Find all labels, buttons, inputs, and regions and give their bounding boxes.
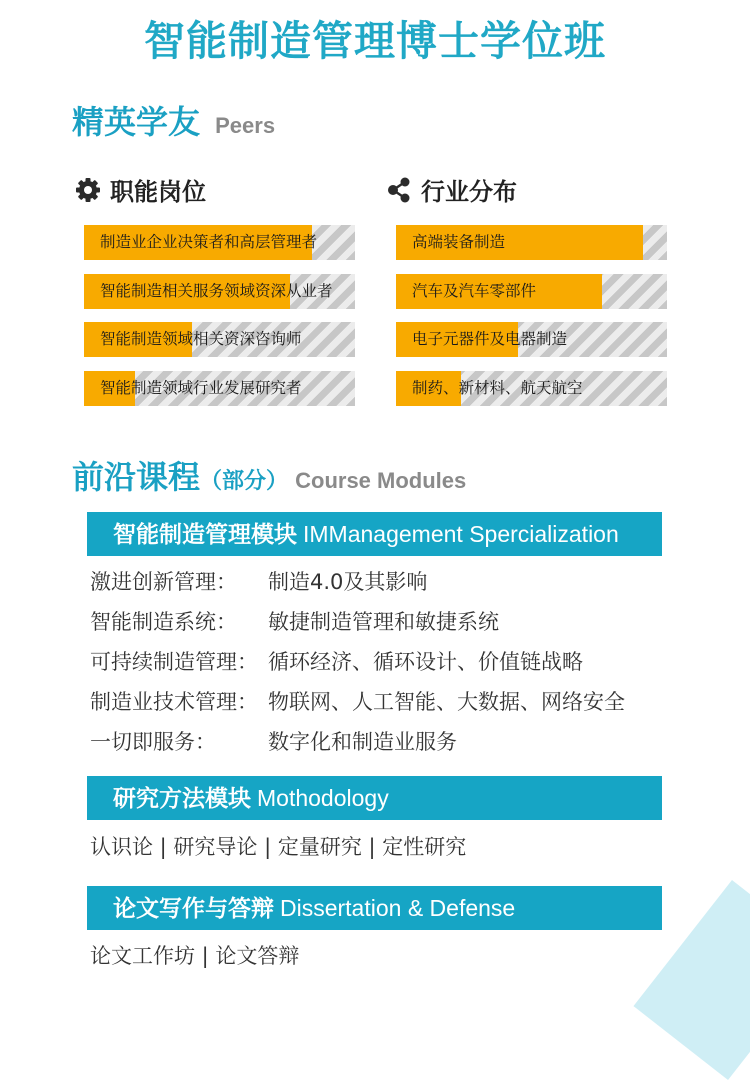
course-row (90, 646, 583, 676)
peers-title: 精英学友 (72, 103, 201, 141)
module-title-cn: 智能制造管理模块 (113, 522, 297, 548)
course-row-value: 敏捷制造管理和敏捷系统 (268, 610, 499, 634)
course-row-value: 制造4.0及其影响 (268, 570, 428, 594)
courses-heading (72, 452, 466, 498)
module-title-cn: 论文写作与答辩 (113, 896, 274, 922)
industry-bar-label: 制药、新材料、航天航空 (412, 379, 583, 397)
industries-heading-label: 行业分布 (421, 178, 517, 206)
courses-paren: （部分） (200, 469, 289, 494)
position-bar (84, 371, 355, 406)
module-header (87, 512, 662, 556)
peers-subtitle: Peers (215, 113, 276, 138)
module-title-en: Dissertation & Defense (280, 895, 516, 921)
industry-bar (396, 274, 667, 309)
module-title-en: Mothodology (257, 785, 389, 811)
course-row (90, 686, 625, 716)
position-bar-label: 智能制造领域行业发展研究者 (100, 379, 302, 397)
course-row (90, 566, 427, 596)
course-row-key: 智能制造系统： (90, 610, 237, 634)
course-row-value: 循环经济、循环设计、价值链战略 (268, 650, 583, 674)
module-text: 认识论 | 研究导论 | 定量研究 | 定性研究 (90, 835, 467, 859)
industry-bar-label: 电子元器件及电器制造 (412, 330, 568, 348)
positions-heading-label: 职能岗位 (110, 178, 206, 206)
position-bar-label: 智能制造领域相关资深咨询师 (100, 330, 302, 348)
peers-heading (72, 97, 275, 143)
share-icon (385, 176, 413, 204)
industry-bar-label: 高端装备制造 (412, 233, 506, 251)
positions-heading (74, 172, 206, 207)
gear-icon (74, 176, 102, 204)
course-row-key: 可持续制造管理： (90, 650, 258, 674)
industry-bar (396, 371, 667, 406)
industries-heading (385, 172, 517, 207)
module-text: 论文工作坊 | 论文答辩 (90, 944, 300, 968)
industry-bar (396, 322, 667, 357)
position-bar-label: 智能制造相关服务领域资深从业者 (100, 282, 333, 300)
module-header (87, 886, 662, 930)
position-bar (84, 225, 355, 260)
course-row-key: 激进创新管理： (90, 570, 237, 594)
page-title: 智能制造管理博士学位班 (144, 17, 606, 65)
module-header (87, 776, 662, 820)
courses-title: 前沿课程 (72, 458, 201, 496)
course-row-key: 一切即服务： (90, 730, 216, 754)
position-bar (84, 274, 355, 309)
course-row-value: 数字化和制造业服务 (268, 730, 457, 754)
position-bar (84, 322, 355, 357)
course-row-value: 物联网、人工智能、大数据、网络安全 (268, 690, 625, 714)
courses-subtitle: Course Modules (295, 468, 467, 493)
position-bar-label: 制造业企业决策者和高层管理者 (100, 233, 318, 251)
course-row-key: 制造业技术管理： (90, 690, 258, 714)
industry-bar-label: 汽车及汽车零部件 (412, 282, 537, 300)
course-row (90, 726, 457, 756)
industry-bar (396, 225, 667, 260)
module-title-en: IMManagement Spercialization (303, 521, 619, 547)
course-row (90, 606, 499, 636)
module-title-cn: 研究方法模块 (113, 786, 251, 812)
